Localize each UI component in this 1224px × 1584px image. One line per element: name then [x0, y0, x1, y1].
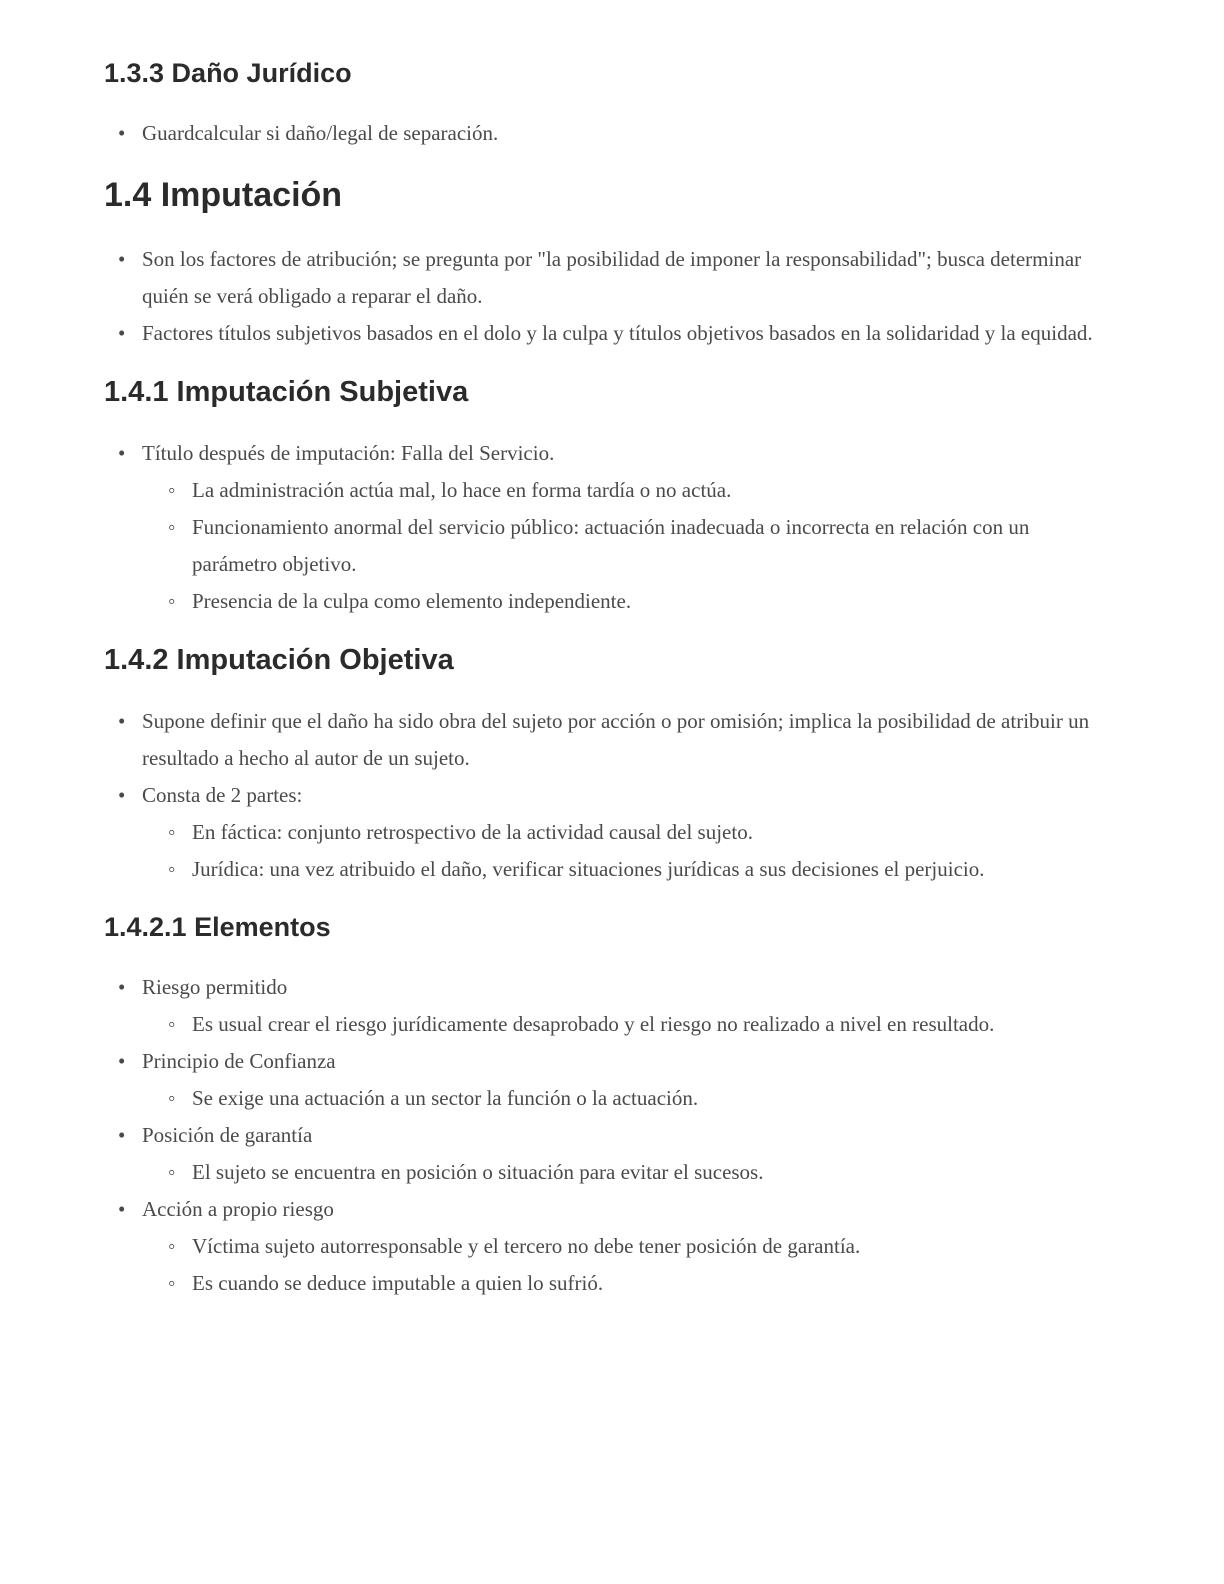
sub-bullet-list: [142, 1228, 1114, 1302]
bullet-icon: •: [118, 321, 126, 345]
list-item-text: Supone definir que el daño ha sido obra del sujeto por acción o por omisión; implica la posibilidad de atribuir un resultado a hecho al autor de un sujeto.: [142, 709, 1090, 770]
sub-list-item: [142, 1228, 1114, 1265]
sub-list-item-text: Funcionamiento anormal del servicio público: actuación inadecuada o incorrecta en relación con un parámetro objetivo.: [192, 515, 1030, 576]
bullet-list: [104, 969, 1114, 1302]
list-item: [104, 703, 1114, 777]
sub-bullet-icon: ◦: [168, 515, 176, 539]
section-heading: 1.4 Imputación: [104, 176, 343, 214]
section-imputacion-subjetiva: [104, 376, 1114, 620]
section-heading: 1.3.3 Daño Jurídico: [104, 58, 352, 88]
list-item-text: Posición de garantía: [142, 1123, 313, 1147]
section-imputacion: [104, 176, 1114, 352]
sub-list-item: [142, 583, 1114, 620]
sub-bullet-list: [142, 472, 1114, 620]
list-item: [104, 1117, 1114, 1191]
sub-list-item-text: Presencia de la culpa como elemento independiente.: [192, 589, 632, 613]
section-heading: 1.4.2.1 Elementos: [104, 912, 331, 942]
sub-bullet-list: [142, 1154, 1114, 1191]
sub-list-item-text: La administración actúa mal, lo hace en forma tardía o no actúa.: [192, 478, 732, 502]
section-imputacion-objetiva: [104, 644, 1114, 888]
bullet-icon: •: [118, 441, 126, 465]
section-heading: 1.4.1 Imputación Subjetiva: [104, 376, 469, 408]
sub-bullet-icon: ◦: [168, 589, 176, 613]
sub-bullet-icon: ◦: [168, 857, 176, 881]
bullet-list: [104, 703, 1114, 888]
sub-bullet-list: [142, 1006, 1114, 1043]
list-item-text: Consta de 2 partes:: [142, 783, 303, 807]
sub-bullet-icon: ◦: [168, 1012, 176, 1036]
sub-list-item: [142, 509, 1114, 583]
bullet-icon: •: [118, 975, 126, 999]
sub-list-item-text: Víctima sujeto autorresponsable y el tercero no debe tener posición de garantía.: [192, 1234, 861, 1258]
bullet-icon: •: [118, 783, 126, 807]
list-item-text: Guardcalcular si daño/legal de separación.: [142, 121, 499, 145]
sub-list-item-text: En fáctica: conjunto retrospectivo de la actividad causal del sujeto.: [192, 820, 753, 844]
bullet-icon: •: [118, 1123, 126, 1147]
section-heading: 1.4.2 Imputación Objetiva: [104, 644, 454, 676]
sub-list-item: [142, 851, 1114, 888]
list-item-text: Factores títulos subjetivos basados en el dolo y la culpa y títulos objetivos basados en la solidaridad y la equidad.: [142, 321, 1093, 345]
sub-list-item: [142, 1154, 1114, 1191]
sub-bullet-icon: ◦: [168, 478, 176, 502]
sub-list-item: [142, 472, 1114, 509]
section-dano-juridico: [104, 58, 1114, 152]
sub-bullet-list: [142, 814, 1114, 888]
sub-bullet-icon: ◦: [168, 1271, 176, 1295]
sub-bullet-list: [142, 1080, 1114, 1117]
list-item: [104, 435, 1114, 620]
bullet-icon: •: [118, 1197, 126, 1221]
sub-bullet-icon: ◦: [168, 820, 176, 844]
sub-list-item: [142, 1265, 1114, 1302]
list-item-text: Son los factores de atribución; se pregunta por "la posibilidad de imponer la responsabilidad"; busca determinar quién se verá obligado a reparar el daño.: [142, 247, 1082, 308]
list-item-text: Acción a propio riesgo: [142, 1197, 334, 1221]
bullet-list: [104, 115, 1114, 152]
list-item: [104, 777, 1114, 888]
bullet-icon: •: [118, 121, 126, 145]
list-item-text: Riesgo permitido: [142, 975, 288, 999]
sub-list-item-text: Es usual crear el riesgo jurídicamente desaprobado y el riesgo no realizado a nivel en resultado.: [192, 1012, 995, 1036]
list-item-text: Título después de imputación: Falla del Servicio.: [142, 441, 555, 465]
list-item: [104, 1191, 1114, 1302]
section-elementos: [104, 912, 1114, 1302]
list-item: [104, 115, 1114, 152]
bullet-icon: •: [118, 1049, 126, 1073]
list-item: [104, 241, 1114, 315]
list-item: [104, 1043, 1114, 1117]
list-item: [104, 969, 1114, 1043]
sub-bullet-icon: ◦: [168, 1086, 176, 1110]
list-item-text: Principio de Confianza: [142, 1049, 336, 1073]
sub-list-item-text: Jurídica: una vez atribuido el daño, verificar situaciones jurídicas a sus decisiones el perjuicio.: [192, 857, 985, 881]
sub-list-item: [142, 814, 1114, 851]
bullet-list: [104, 241, 1114, 352]
list-item: [104, 315, 1114, 352]
sub-bullet-icon: ◦: [168, 1234, 176, 1258]
sub-list-item-text: Es cuando se deduce imputable a quien lo sufrió.: [192, 1271, 604, 1295]
bullet-list: [104, 435, 1114, 620]
sub-bullet-icon: ◦: [168, 1160, 176, 1184]
sub-list-item-text: Se exige una actuación a un sector la función o la actuación.: [192, 1086, 699, 1110]
sub-list-item: [142, 1080, 1114, 1117]
sub-list-item-text: El sujeto se encuentra en posición o situación para evitar el sucesos.: [192, 1160, 764, 1184]
sub-list-item: [142, 1006, 1114, 1043]
bullet-icon: •: [118, 247, 126, 271]
bullet-icon: •: [118, 709, 126, 733]
